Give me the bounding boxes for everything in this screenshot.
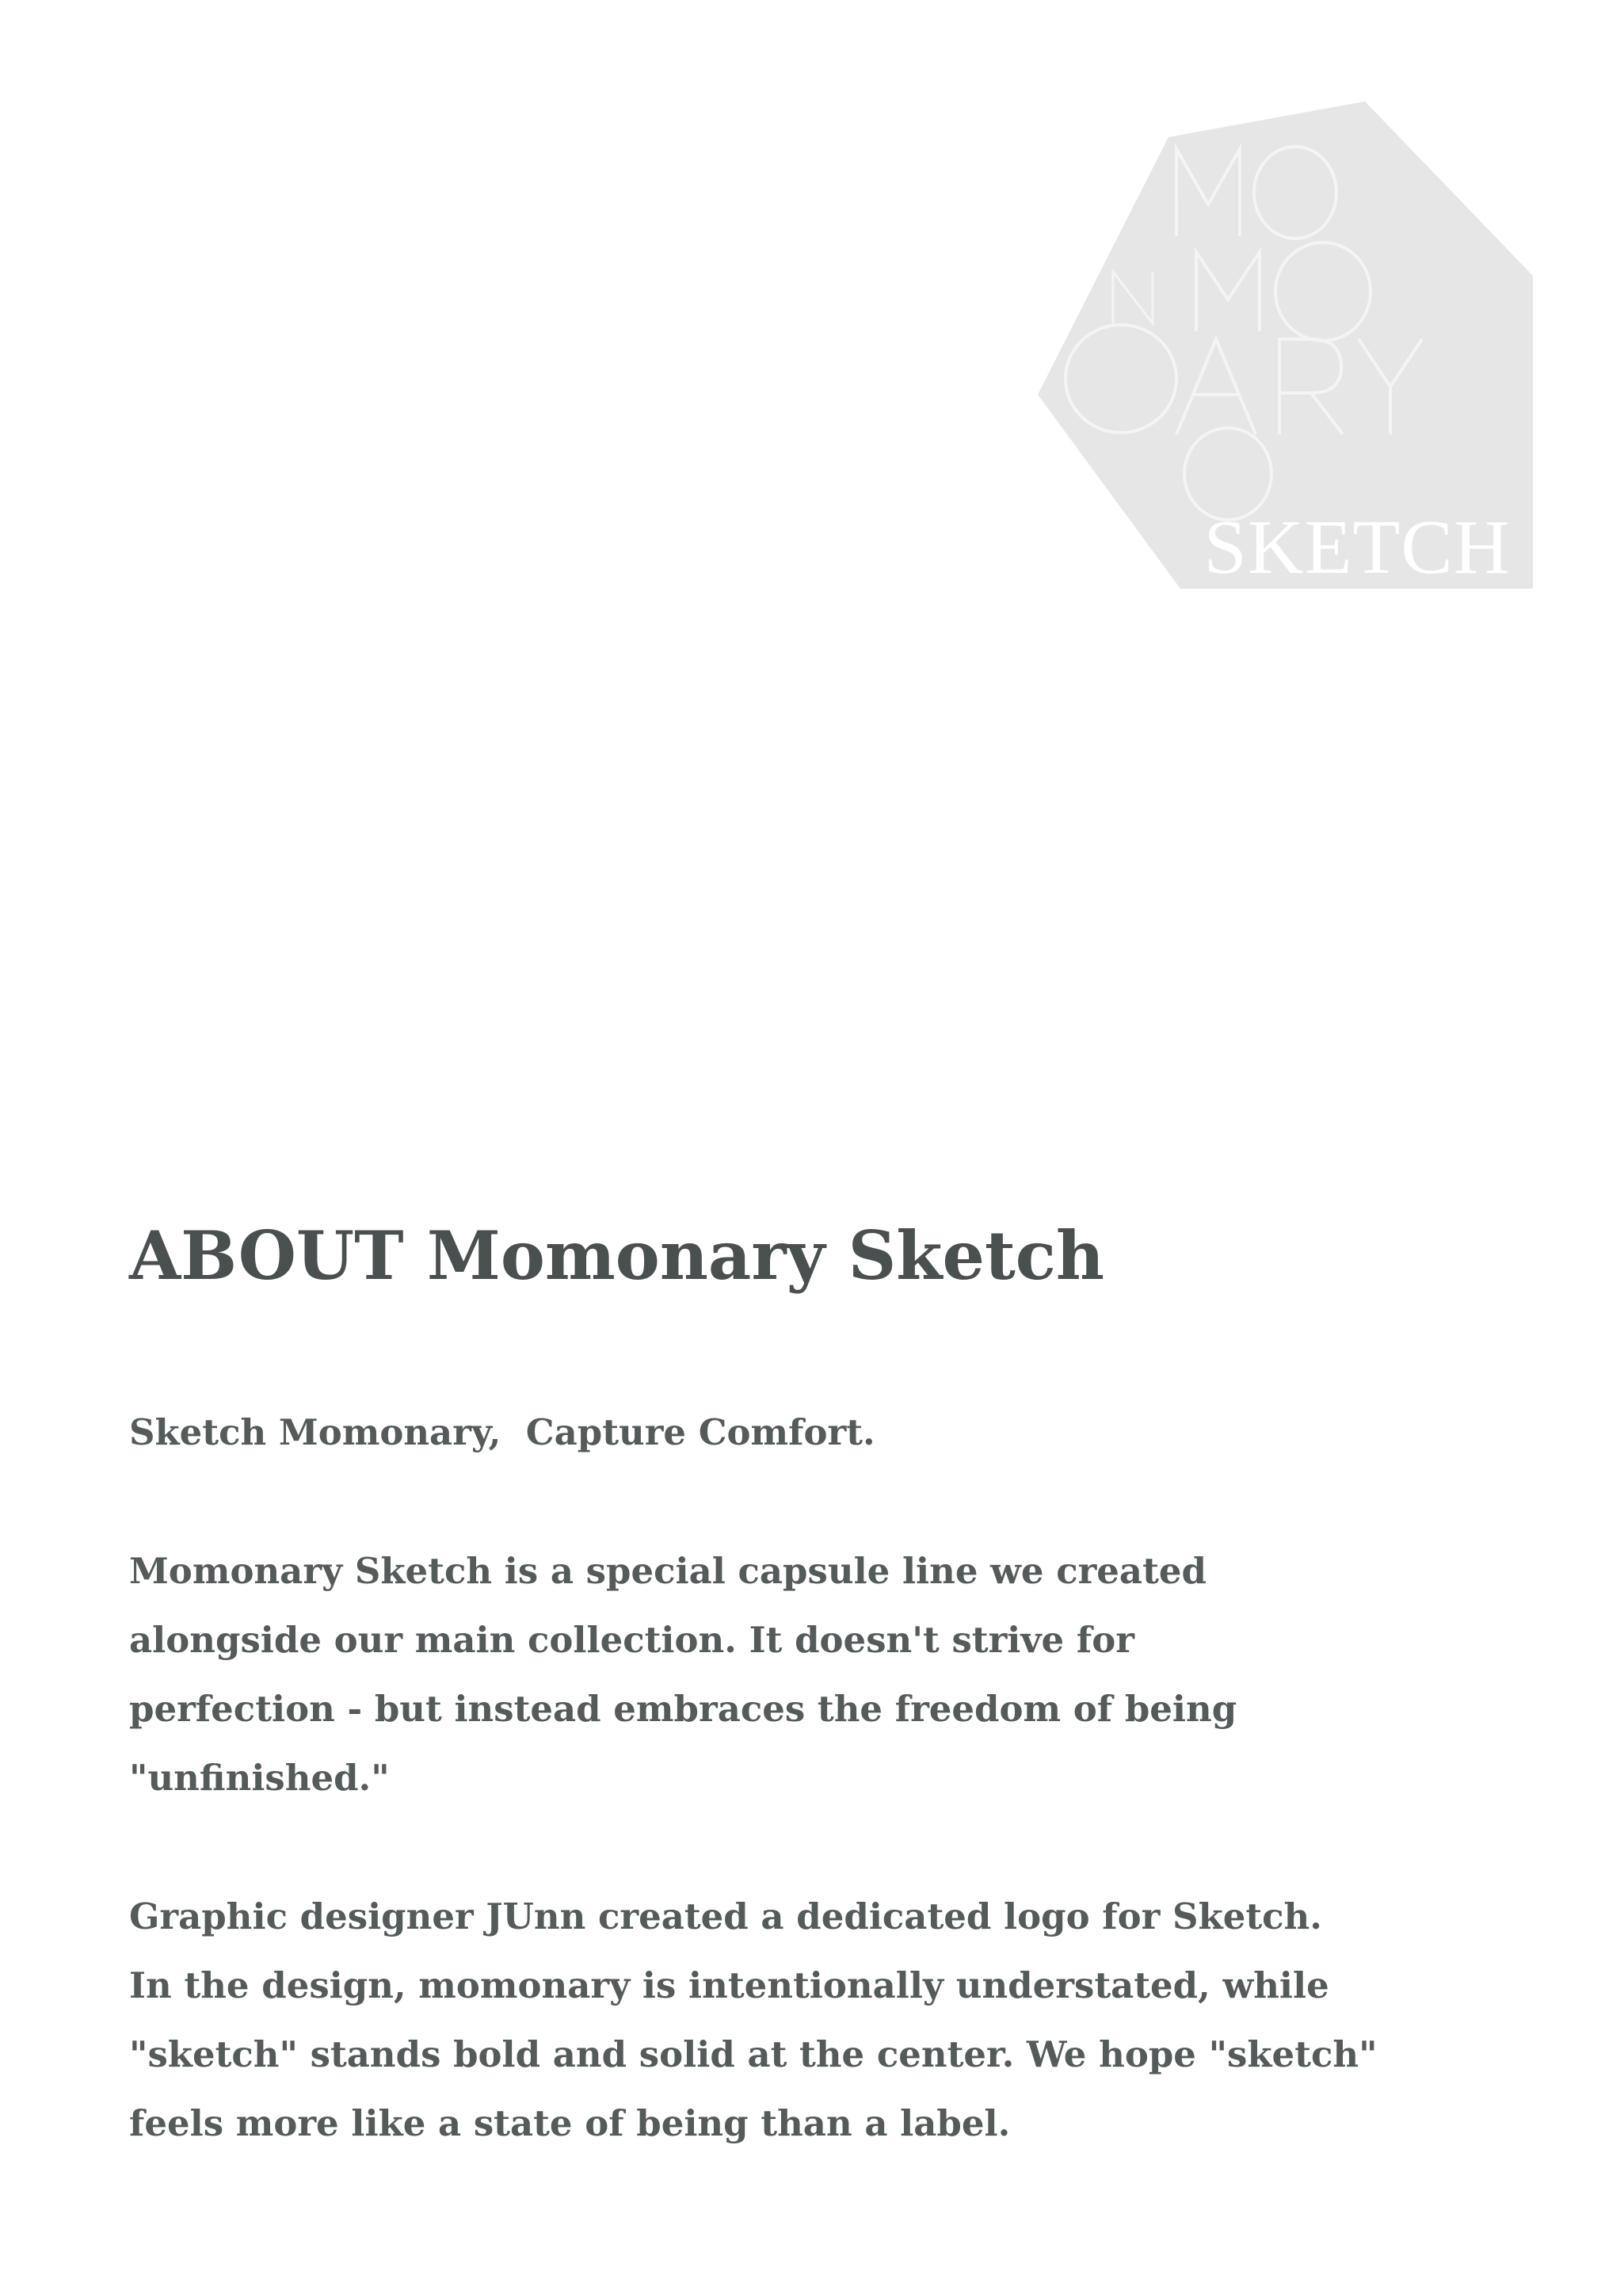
paragraph-line: feels more like a state of being than a label. (129, 2102, 1011, 2144)
paragraph-line: In the design, momonary is intentionally understated, while (129, 1964, 1329, 2006)
page-title: ABOUT Momonary Sketch (129, 1216, 1104, 1295)
about-section (129, 1212, 1397, 2158)
tagline: Sketch Momonary, Capture Comfort. (129, 1411, 875, 1453)
paragraph-logo-design (129, 1882, 1397, 2158)
logo-sketch-text: SKETCH (1203, 505, 1511, 589)
paragraph-line: alongside our main collection. It doesn't strive for (129, 1619, 1134, 1661)
paragraph-line: "unfinished." (129, 1757, 390, 1799)
paragraph-line: "sketch" stands bold and solid at the center. We hope "sketch" (129, 2033, 1378, 2075)
logo-graphic (1026, 101, 1533, 589)
paragraph-line: Graphic designer JUnn created a dedicated logo for Sketch. (129, 1895, 1322, 1937)
paragraph-line: perfection - but instead embraces the freedom of being (129, 1688, 1237, 1730)
momonary-sketch-logo (1026, 101, 1533, 589)
paragraph-intro (129, 1536, 1397, 1812)
paragraph-line: Momonary Sketch is a special capsule line we created (129, 1550, 1207, 1592)
